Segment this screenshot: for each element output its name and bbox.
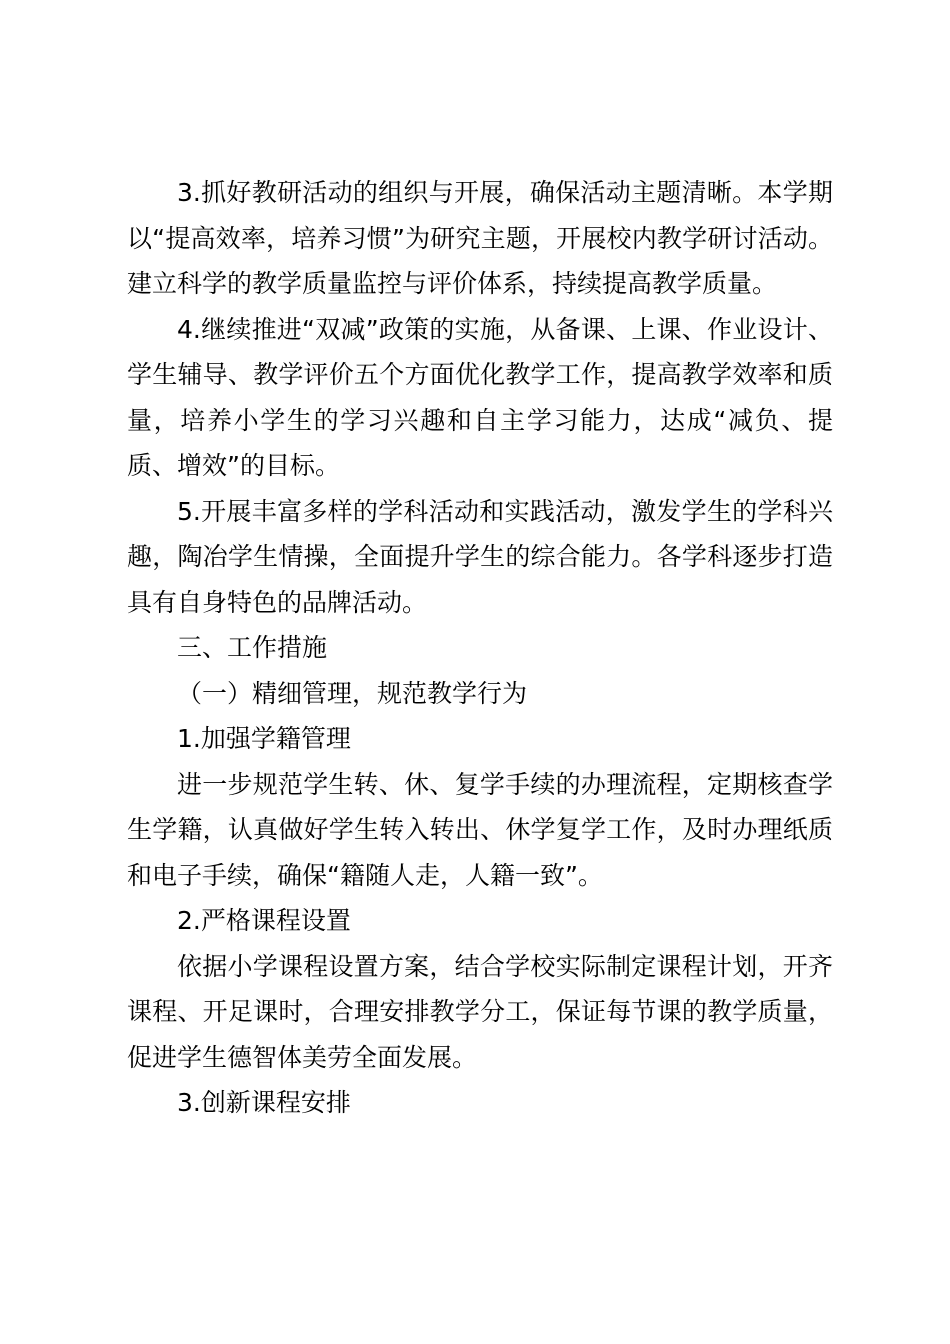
item-heading-enrollment: 1.加强学籍管理 (177, 724, 351, 753)
document-body (127, 170, 833, 1126)
item-heading-curriculum: 2.严格课程设置 (177, 906, 351, 935)
paragraph-subject-activities: 5.开展丰富多样的学科活动和实践活动，激发学生的学科兴趣，陶冶学生情操，全面提升学生的综合能力。各学科逐步打造具有自身特色的品牌活动。 (127, 496, 833, 617)
subsection-heading-management: （一）精细管理，规范教学行为 (177, 678, 528, 708)
paragraph-enrollment: 进一步规范学生转、休、复学手续的办理流程，定期核查学生学籍，认真做好学生转入转出、休学复学工作，及时办理纸质和电子手续，确保“籍随人走，人籍一致”。 (127, 769, 833, 890)
paragraph-teaching-research: 3.抓好教研活动的组织与开展，确保活动主题清晰。本学期以“提高效率，培养习惯”为研究主题，开展校内教学研讨活动。建立科学的教学质量监控与评价体系，持续提高教学质量。 (127, 178, 833, 298)
paragraph-curriculum: 依据小学课程设置方案，结合学校实际制定课程计划，开齐课程、开足课时，合理安排教学分工，保证每节课的教学质量，促进学生德智体美劳全面发展。 (127, 951, 833, 1072)
item-heading-course-arrangement: 3.创新课程安排 (177, 1088, 351, 1117)
section-heading-measures: 三、工作措施 (177, 633, 328, 662)
paragraph-double-reduction: 4.继续推进“双减”政策的实施，从备课、上课、作业设计、学生辅导、教学评价五个方面优化教学工作，提高教学效率和质量，培养小学生的学习兴趣和自主学习能力，达成“减负、提质、增效”的目标。 (127, 314, 833, 480)
